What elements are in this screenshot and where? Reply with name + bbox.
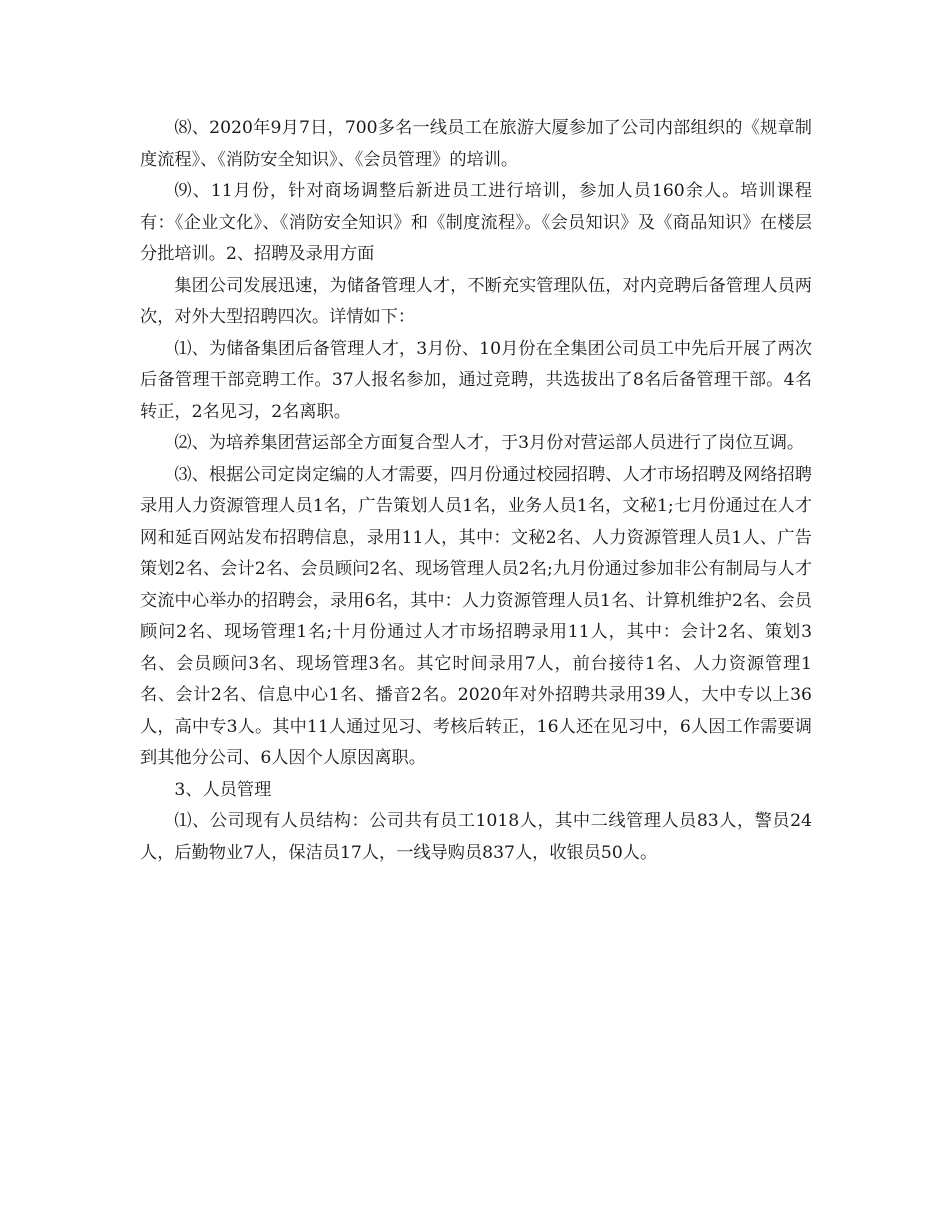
paragraph-personnel-1: ⑴、公司现有人员结构：公司共有员工1018人，其中二线管理人员83人，警员24人，后勤物业7人，保洁员17人，一线导购员837人，收银员50人。 (140, 811, 812, 863)
document-body (140, 113, 812, 869)
paragraph-training-8: ⑻、2020年9月7日，700多名一线员工在旅游大厦参加了公司内部组织的《规章制度流程》、《消防安全知识》、《会员管理》的培训。 (140, 118, 812, 170)
paragraph-recruitment-3: ⑶、根据公司定岗定编的人才需要，四月份通过校园招聘、人才市场招聘及网络招聘录用人力资源管理人员1名，广告策划人员1名，业务人员1名，文秘1;七月份通过在人才网和延百网站发布招聘信息，录用11人，其中：文秘2名、人力资源管理人员1人、广告策划2名、会计2名、会员顾问2名、现场管理人员2名;九月份通过参加非公有制局与人才交流中心举办的招聘会，录用6名，其中：人力资源管理人员1名、计算机维护2名、会员顾问2名、现场管理1名;十月份通过人才市场招聘录用11人，其中：会计2名、策划3名、会员顾问3名、现场管理3名。其它时间录用7人，前台接待1名、人力资源管理1名、会计2名、信息中心1名、播音2名。2020年对外招聘共录用39人，大中专以上36人，高中专3人。其中11人通过见习、考核后转正，16人还在见习中，6人因工作需要调到其他分公司、6人因个人原因离职。 (140, 464, 812, 768)
paragraph-recruitment-intro: 集团公司发展迅速，为储备管理人才，不断充实管理队伍，对内竞聘后备管理人员两次，对外大型招聘四次。详情如下： (140, 275, 812, 327)
section-heading-personnel: 3、人员管理 (174, 779, 272, 800)
paragraph-recruitment-2: ⑵、为培养集团营运部全方面复合型人才，于3月份对营运部人员进行了岗位互调。 (174, 433, 805, 453)
paragraph-training-9: ⑼、11月份，针对商场调整后新进员工进行培训，参加人员160余人。培训课程有：《企业文化》、《消防安全知识》和《制度流程》。《会员知识》及《商品知识》在楼层分批培训。2、招聘及录用方面 (140, 181, 812, 264)
paragraph-recruitment-1: ⑴、为储备集团后备管理人才，3月份、10月份在全集团公司员工中先后开展了两次后备管理干部竞聘工作。37人报名参加，通过竞聘，共选拔出了8名后备管理干部。4名转正，2名见习，2名离职。 (140, 338, 812, 422)
